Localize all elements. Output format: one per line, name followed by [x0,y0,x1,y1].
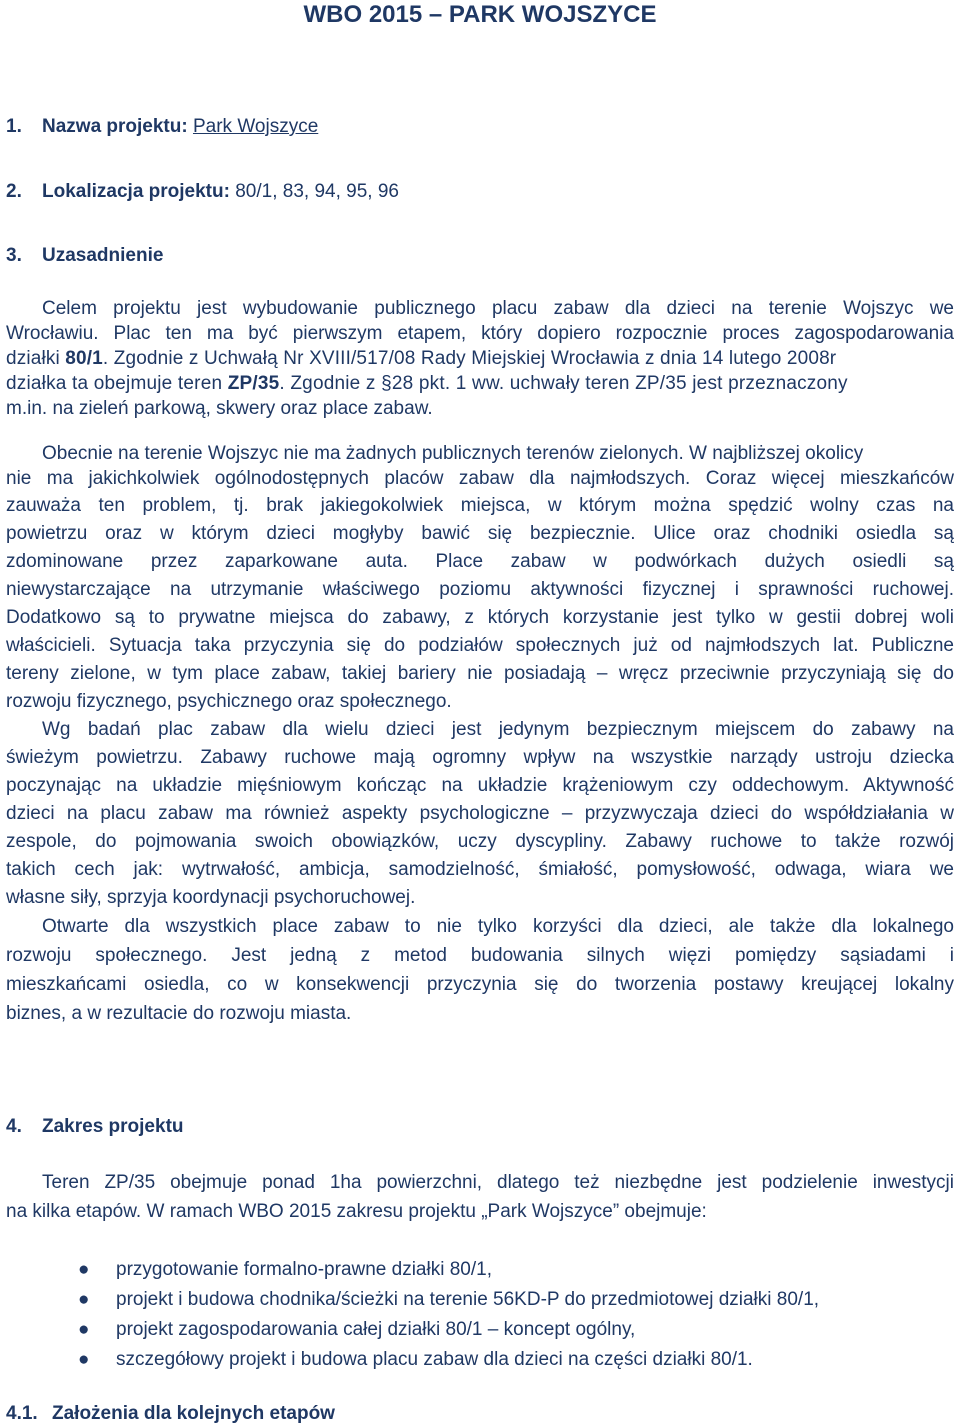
paragraph-line: m.in. na zieleń parkową, skwery oraz place zabaw. [6,398,433,419]
bullet-icon: ● [78,1289,90,1310]
paragraph-line: tereny zielone, w tym place zabaw, takiej bariery nie posiadają – wręcz przeciwnie przyczyniają się do [6,663,954,684]
section-number: 4. [6,1116,22,1137]
paragraph-line: rozwoju fizycznego, psychicznego oraz społecznego. [6,691,452,712]
section-3-heading [6,244,163,268]
section-2-heading [6,180,399,204]
project-name-value: Park Wojszyce [192,116,319,137]
plot-number-bold: 80/1 [65,348,103,369]
section-label: Uzasadnienie [42,245,164,266]
text-run: działka ta obejmuje teren [6,373,228,394]
paragraph-line: poczynając na układzie mięśniowym kończąc na układzie krążeniowym czy oddechowym. Aktywność [6,775,954,796]
paragraph-line: zdominowane przez zaparkowane auta. Place zabaw w podwórkach dużych osiedli są [6,551,954,572]
paragraph-line: zauważa ten problem, tj. brak jakiegokolwiek miejsca, w którym można spędzić wolny czas na [6,495,954,516]
paragraph-line: świeżym powietrzu. Zabawy ruchowe mają ogromny wpływ na wszystkie narządy ustroju dziecka [6,747,954,768]
section-number: 2. [6,181,22,202]
paragraph-line: dzieci na placu zabaw ma również aspekty psychologiczne – przyzwyczaja dzieci do współdziałania w [6,803,954,824]
section-number: 3. [6,245,22,266]
section-1-heading [6,115,318,139]
document-title: WBO 2015 – PARK WOJSZYCE [303,1,657,28]
text-run: działki [6,348,66,369]
section-number: 4.1. [6,1403,38,1424]
paragraph-line: własne siły, sprzyja koordynacji psychoruchowej. [6,887,416,908]
paragraph-line: rozwoju społecznego. Jest jedną z metod budowania silnych więzi pomiędzy sąsiadami i [6,945,954,966]
paragraph-line: Otwarte dla wszystkich place zabaw to nie tylko korzyści dla dzieci, ale także dla lokalnego [42,916,954,937]
paragraph-line: nie ma jakichkolwiek ogólnodostępnych placów zabaw dla najmłodszych. Coraz więcej mieszkańców [6,468,954,489]
paragraph-line: Obecnie na terenie Wojszyc nie ma żadnych publicznych terenów zielonych. W najbliższej okolicy [42,443,864,464]
section-4-1-heading [6,1402,335,1426]
list-item: projekt i budowa chodnika/ścieżki na terenie 56KD-P do przedmiotowej działki 80/1, [116,1289,820,1310]
zone-code-bold: ZP/35 [227,373,280,394]
paragraph-line: takich cech jak: wytrwałość, ambicja, samodzielność, śmiałość, pomysłowość, odwaga, wiara we [6,859,954,880]
paragraph-line: Dodatkowo są to prywatne miejsca do zabawy, z których korzystanie jest tylko w gestii dobrej woli [6,607,954,628]
location-value: 80/1, 83, 94, 95, 96 [235,181,399,202]
section-label: Nazwa projektu: [42,116,193,137]
paragraph-line: zespole, do pojmowania swoich obowiązków, uczy dyscypliny. Zabawy ruchowe to także rozwój [6,831,954,852]
list-item: szczegółowy projekt i budowa placu zabaw dla dzieci na części działki 80/1. [116,1349,753,1370]
paragraph-line: powietrzu oraz w którym dzieci mogłyby bawić się bezpiecznie. Ulice oraz chodniki osiedla są [6,523,954,544]
paragraph-line [6,372,954,396]
section-4-heading [6,1115,184,1139]
paragraph-line: mieszkańcami osiedla, co w konsekwencji przyczynia się do tworzenia postawy kreującej lokalny [6,974,954,995]
paragraph-line: Teren ZP/35 obejmuje ponad 1ha powierzchni, dlatego też niezbędne jest podzielenie inwestycji [42,1172,954,1193]
section-label: Lokalizacja projektu: [42,181,236,202]
paragraph-line: Wg badań plac zabaw dla wielu dzieci jest jedynym bezpiecznym miejscem do zabawy na [42,719,954,740]
list-item: projekt zagospodarowania całej działki 80/1 – koncept ogólny, [116,1319,636,1340]
paragraph-line [6,347,954,371]
text-run: . Zgodnie z Uchwałą Nr XVIII/517/08 Rady Miejskiej Wrocławia z dnia 14 lutego 2008r [102,348,837,369]
paragraph-line: właścicieli. Sytuacja taka przyczynia się do podziałów społecznych już od najmłodszych lat. Publiczne [6,635,954,656]
list-item: przygotowanie formalno-prawne działki 80/1, [116,1259,492,1280]
section-label: Zakres projektu [42,1116,184,1137]
paragraph-line: biznes, a w rezultacie do rozwoju miasta. [6,1003,352,1024]
paragraph-line: Celem projektu jest wybudowanie publicznego placu zabaw dla dzieci na terenie Wojszyc we [42,298,954,319]
text-run: . Zgodnie z §28 pkt. 1 ww. uchwały teren ZP/35 jest przeznaczony [279,373,848,394]
paragraph-line: niewystarczające na utrzymanie właściwego poziomu aktywności fizycznej i sprawności ruchowej. [6,579,954,600]
bullet-icon: ● [78,1349,90,1370]
paragraph-line: Wrocławiu. Plac ten ma być pierwszym etapem, który dopiero rozpocznie proces zagospodarowania [6,323,954,344]
bullet-icon: ● [78,1319,90,1340]
bullet-icon: ● [78,1259,90,1280]
section-number: 1. [6,116,22,137]
paragraph-line: na kilka etapów. W ramach WBO 2015 zakresu projektu „Park Wojszyce” obejmuje: [6,1201,707,1222]
section-label: Założenia dla kolejnych etapów [52,1403,335,1424]
